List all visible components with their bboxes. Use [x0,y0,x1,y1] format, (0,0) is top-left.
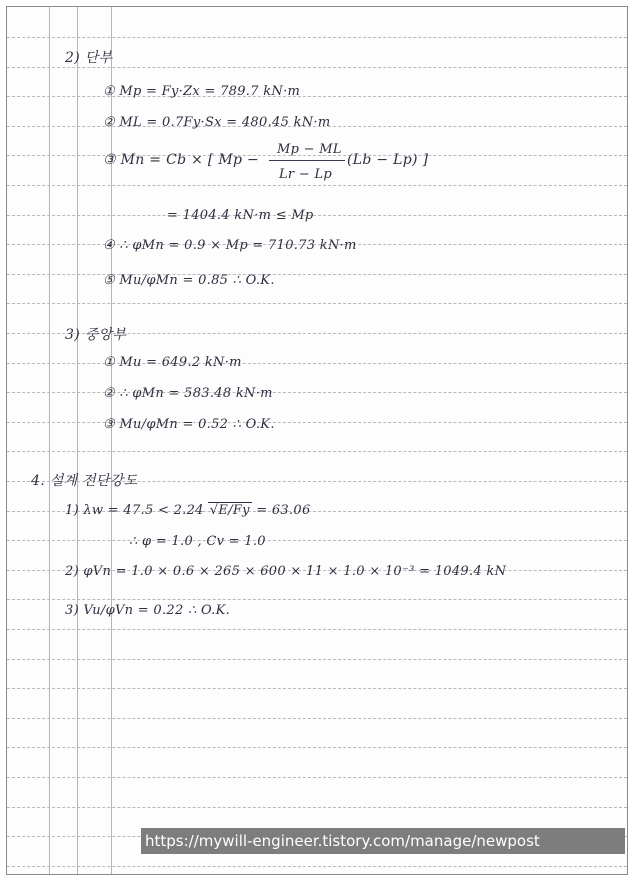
calc-phi-cv: ∴ φ = 1.0 , Cv = 1.0 [129,534,266,549]
notebook-page [6,6,628,875]
ruled-line [7,96,627,97]
calc-mn-tail: (Lb − Lp) ] [347,152,429,168]
calc-lambda-text: 1) λw = 47.5 < 2.24 [65,503,204,518]
calc-ratio-center: ③ Mu/φMn = 0.52 ∴ O.K. [103,417,275,432]
ruled-line [7,215,627,216]
ruled-line [7,747,627,748]
section-end-heading: 2) 단부 [65,50,113,66]
calc-mn-formula: ③ Mn = Cb × [ Mp − [103,152,260,168]
margin-line-3 [111,7,112,874]
section-shear-heading: 4. 설계 전단강도 [31,473,138,489]
ruled-line [7,688,627,689]
ruled-line [7,599,627,600]
ruled-line [7,807,627,808]
ruled-line [7,540,627,541]
sqrt-term: √E/Fy [209,503,250,518]
calc-lambda [65,503,311,519]
calc-phimn-center: ② ∴ φMn = 583.48 kN·m [103,386,273,401]
calc-mn-numerator: Mp − ML [277,142,342,157]
ruled-line [7,422,627,423]
calc-mu-center: ① Mu = 649.2 kN·m [103,355,242,370]
calc-phivn: 2) φVn = 1.0 × 0.6 × 265 × 600 × 11 × 1.0 × 10⁻³ = 1049.4 kN [65,564,507,579]
fraction-bar [269,160,345,161]
ruled-line [7,37,627,38]
watermark-url: https://mywill-engineer.tistory.com/manage/newpost [141,828,625,854]
calc-mn-result: = 1404.4 kN·m ≤ Mp [167,208,314,223]
calc-lambda-result: = 63.06 [251,503,311,518]
ruled-line [7,303,627,304]
ruled-line [7,718,627,719]
ruled-line [7,451,627,452]
ruled-line [7,274,627,275]
margin-line-1 [49,7,50,874]
sqrt-content: E/Fy [218,503,250,518]
ruled-line [7,777,627,778]
calc-phimn: ④ ∴ φMn = 0.9 × Mp = 710.73 kN·m [103,238,357,253]
ruled-line [7,392,627,393]
ruled-line [7,185,627,186]
calc-mn-denominator: Lr − Lp [279,167,333,182]
ruled-line [7,67,627,68]
ruled-line [7,363,627,364]
ruled-line [7,866,627,867]
ruled-line [7,659,627,660]
ruled-line [7,629,627,630]
calc-ratio-shear: 3) Vu/φVn = 0.22 ∴ O.K. [65,603,231,618]
section-center-heading: 3) 중앙부 [65,327,127,343]
calc-ml: ② ML = 0.7Fy·Sx = 480.45 kN·m [103,115,331,130]
calc-mp: ① Mp = Fy·Zx = 789.7 kN·m [103,84,301,99]
calc-ratio-end: ⑤ Mu/φMn = 0.85 ∴ O.K. [103,273,275,288]
margin-line-2 [77,7,78,874]
